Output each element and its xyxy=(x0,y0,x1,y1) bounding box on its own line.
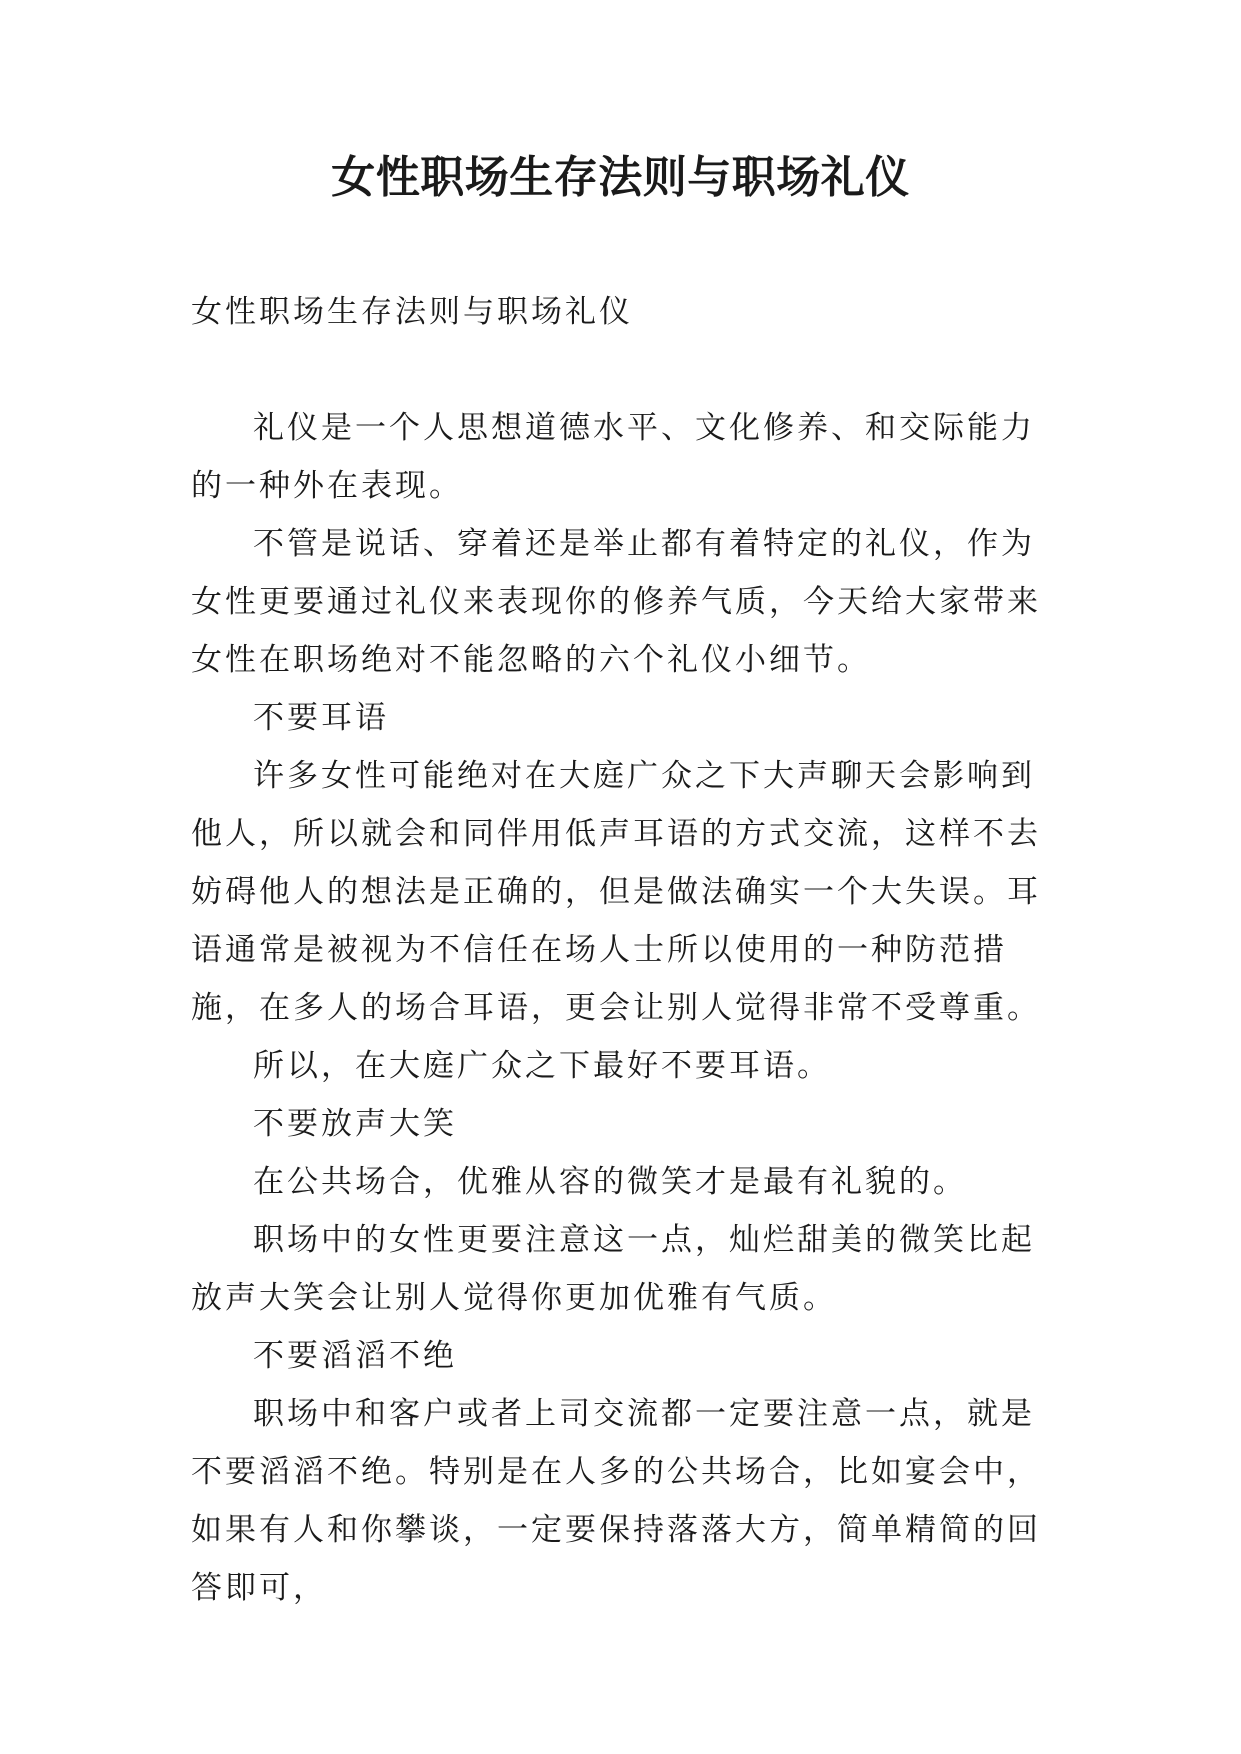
paragraph-whisper-detail: 许多女性可能绝对在大庭广众之下大声聊天会影响到他人，所以就会和同伴用低声耳语的方式交流，这样不去妨碍他人的想法是正确的，但是做法确实一个大失误。耳语通常是被视为不信任在场人士所以使用的一种防范措施，在多人的场合耳语，更会让别人觉得非常不受尊重。 xyxy=(191,758,1041,1026)
paragraph-smile-detail: 职场中的女性更要注意这一点，灿烂甜美的微笑比起放声大笑会让别人觉得你更加优雅有气质。 xyxy=(191,1222,1035,1316)
document-subtitle: 女性职场生存法则与职场礼仪 xyxy=(191,294,633,330)
paragraph-intro: 礼仪是一个人思想道德水平、文化修养、和交际能力的一种外在表现。 xyxy=(191,410,1035,504)
section-heading-no-rambling: 不要滔滔不绝 xyxy=(253,1338,457,1374)
paragraph-overview: 不管是说话、穿着还是举止都有着特定的礼仪，作为女性更要通过礼仪来表现你的修养气质，今天给大家带来女性在职场绝对不能忽略的六个礼仪小细节。 xyxy=(191,526,1041,678)
paragraph-whisper-conclusion: 所以，在大庭广众之下最好不要耳语。 xyxy=(253,1048,831,1084)
section-heading-no-loud-laugh: 不要放声大笑 xyxy=(253,1106,457,1142)
paragraph-rambling-detail: 职场中和客户或者上司交流都一定要注意一点，就是不要滔滔不绝。特别是在人多的公共场合，比如宴会中，如果有人和你攀谈，一定要保持落落大方，简单精简的回答即可， xyxy=(191,1396,1041,1606)
document-body xyxy=(191,283,1051,1617)
paragraph-smile: 在公共场合，优雅从容的微笑才是最有礼貌的。 xyxy=(253,1164,967,1200)
document-title: 女性职场生存法则与职场礼仪 xyxy=(331,152,910,203)
section-heading-no-whisper: 不要耳语 xyxy=(253,700,389,736)
